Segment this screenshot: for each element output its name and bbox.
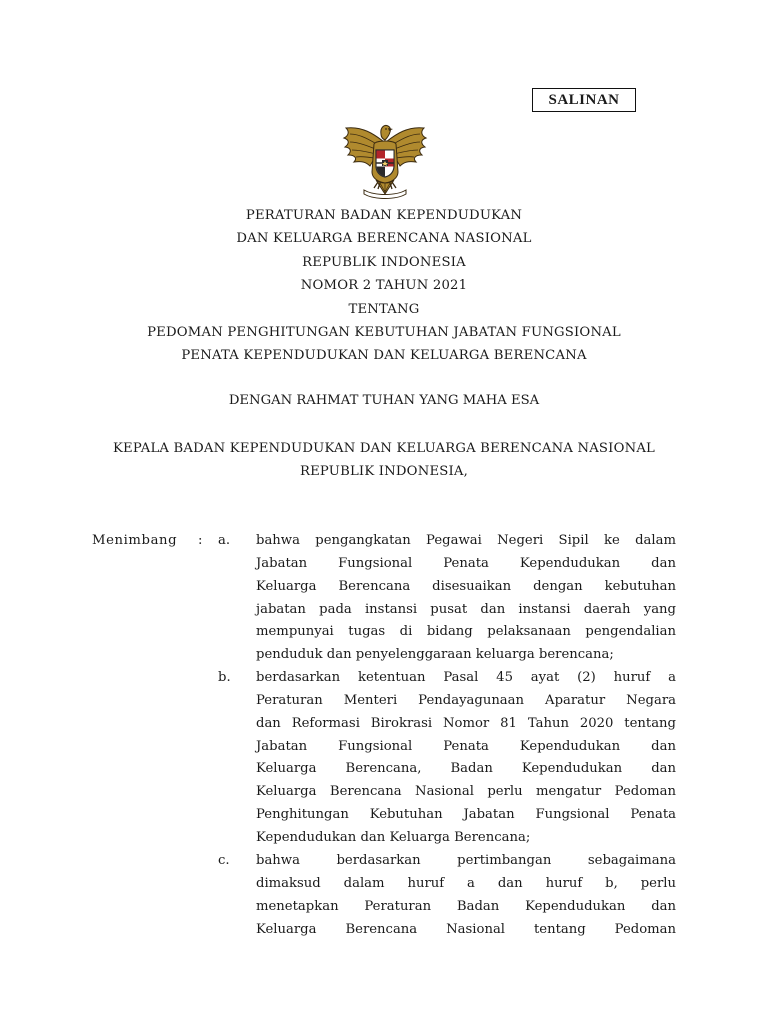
title-line: REPUBLIK INDONESIA <box>302 254 466 270</box>
title-line: DAN KELUARGA BERENCANA NASIONAL <box>236 231 532 247</box>
item-line: menetapkan Peraturan Badan Kependudukan dan <box>256 898 676 914</box>
item-line: bahwa pengangkatan Pegawai Negeri Sipil ke dalam <box>256 533 676 548</box>
item-line: dimaksud dalam huruf a dan huruf b, perlu <box>256 875 676 891</box>
item-line: Jabatan Fungsional Penata Kependudukan dan <box>256 555 676 571</box>
item-line: Keluarga Berencana, Badan Kependudukan dan <box>256 761 676 777</box>
kepala-line: KEPALA BADAN KEPENDUDUKAN DAN KELUARGA BERENCANA NASIONAL <box>112 441 655 456</box>
item-line: Peraturan Menteri Pendayagunaan Aparatur Negara <box>256 692 676 708</box>
item-line: Kependudukan dan Keluarga Berencana; <box>256 829 531 845</box>
item-text <box>256 850 676 941</box>
item-line: berdasarkan ketentuan Pasal 45 ayat (2) huruf a <box>256 670 676 685</box>
title-line: NOMOR 2 TAHUN 2021 <box>300 278 468 294</box>
title-line: TENTANG <box>348 301 420 317</box>
item-line: bahwa berdasarkan pertimbangan sebagaimana <box>256 853 676 868</box>
item-line: Jabatan Fungsional Penata Kependudukan dan <box>256 738 676 754</box>
item-text <box>256 667 676 850</box>
title-line: PENATA KEPENDUDUKAN DAN KELUARGA BERENCANA <box>181 348 587 364</box>
title-line: PEDOMAN PENGHITUNGAN KEBUTUHAN JABATAN FUNGSIONAL <box>147 324 621 340</box>
menimbang-colon: : <box>198 533 203 548</box>
item-line: jabatan pada instansi pusat dan instansi daerah yang <box>256 601 676 617</box>
item-line: penduduk dan penyelenggaraan keluarga berencana; <box>256 647 614 663</box>
item-line: Keluarga Berencana Nasional perlu mengatur Pedoman <box>256 784 676 800</box>
item-line: mempunyai tugas di bidang pelaksanaan pengendalian <box>256 624 676 640</box>
item-letter: b. <box>218 670 231 685</box>
item-line: Keluarga Berencana disesuaikan dengan kebutuhan <box>256 578 676 594</box>
item-letter: a. <box>218 533 231 548</box>
title-line: PERATURAN BADAN KEPENDUDUKAN <box>245 208 523 223</box>
item-line: Penghitungan Kebutuhan Jabatan Fungsional Penata <box>256 807 676 823</box>
regulation-title <box>0 204 768 368</box>
item-line: dan Reformasi Birokrasi Nomor 81 Tahun 2020 tentang <box>256 715 676 731</box>
rahmat-heading: DENGAN RAHMAT TUHAN YANG MAHA ESA <box>228 393 540 408</box>
item-text <box>256 530 676 667</box>
salinan-stamp <box>532 88 636 112</box>
kepala-heading <box>0 437 768 483</box>
menimbang-label: Menimbang <box>92 533 178 548</box>
garuda-pancasila-emblem-icon <box>340 120 430 202</box>
kepala-line: REPUBLIK INDONESIA, <box>299 464 469 479</box>
item-line: Keluarga Berencana Nasional tentang Pedoman <box>256 921 676 937</box>
item-letter: c. <box>218 853 230 868</box>
salinan-label: SALINAN <box>548 91 620 108</box>
